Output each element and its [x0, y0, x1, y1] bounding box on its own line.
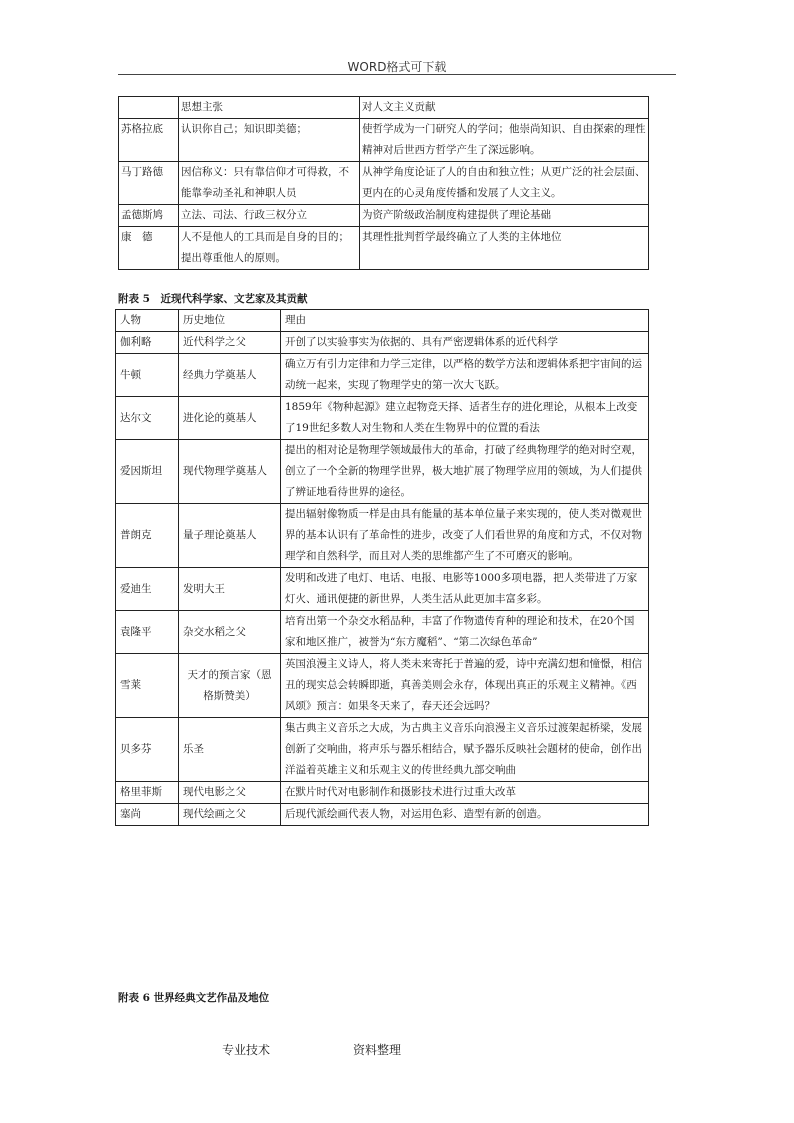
historical-status: 现代物理学奠基人 — [179, 440, 281, 504]
thinker-contribution: 为资产阶级政治制度构建提供了理论基础 — [360, 205, 649, 227]
person-name: 达尔文 — [116, 397, 179, 440]
header-cell — [119, 97, 179, 119]
historical-status: 近代科学之父 — [179, 332, 281, 354]
thinker-idea: 立法、司法、行政三权分立 — [179, 205, 360, 227]
thinker-contribution: 从神学角度论证了人的自由和独立性；从更广泛的社会层面、更内在的心灵角度传播和发展了人文主义。 — [360, 162, 649, 205]
table-row — [119, 162, 649, 205]
thinker-name: 苏格拉底 — [119, 119, 179, 162]
table-row — [116, 504, 649, 568]
person-name: 雪莱 — [116, 654, 179, 718]
footer-text: 资料整理 — [353, 1043, 402, 1057]
page-header: WORD格式可下载 — [347, 60, 447, 74]
reason: 提出辐射像物质一样是由具有能量的基本单位量子来实现的，使人类对微观世界的基本认识有了革命性的进步，改变了人们看世界的角度和方式，不仅对物理学和自然科学，而且对人类的思维都产生了不可磨灭的影响。 — [281, 504, 649, 568]
thinkers-table — [118, 96, 649, 270]
header-divider — [118, 74, 676, 75]
person-name: 塞尚 — [116, 804, 179, 826]
reason: 提出的相对论是物理学领域最伟大的革命，打破了经典物理学的绝对时空观，创立了一个全新的物理学世界，极大地扩展了物理学应用的领域，为人们提供了辨证地看待世界的途径。 — [281, 440, 649, 504]
reason: 英国浪漫主义诗人，将人类未来寄托于普遍的爱，诗中充满幻想和憧憬，相信丑的现实总会转瞬即逝，真善美则会永存，体现出真正的乐观主义精神。《西风颂》预言：如果冬天来了，春天还会远吗？ — [281, 654, 649, 718]
person-name: 伽利略 — [116, 332, 179, 354]
historical-status: 现代电影之父 — [179, 782, 281, 804]
reason: 后现代派绘画代表人物，对运用色彩、造型有新的创造。 — [281, 804, 649, 826]
person-name: 爱因斯坦 — [116, 440, 179, 504]
header-cell: 人物 — [116, 310, 179, 332]
reason: 确立万有引力定律和力学三定律，以严格的数学方法和逻辑体系把宇宙间的运动统一起来，实现了物理学史的第一次大飞跃。 — [281, 354, 649, 397]
table-row — [116, 804, 649, 826]
table-row — [116, 568, 649, 611]
thinker-name: 康 德 — [119, 227, 179, 270]
table-row — [119, 205, 649, 227]
reason: 1859年《物种起源》建立起物竞天择、适者生存的进化理论，从根本上改变了19世纪多数人对生物和人类在生物界中的位置的看法 — [281, 397, 649, 440]
table-caption: 附表 5 近现代科学家、文艺家及其贡献 — [118, 293, 308, 305]
footer-text: 专业技术 — [222, 1043, 271, 1057]
header-cell: 理由 — [281, 310, 649, 332]
thinker-contribution: 其理性批判哲学最终确立了人类的主体地位 — [360, 227, 649, 270]
reason: 开创了以实验事实为依据的、具有严密逻辑体系的近代科学 — [281, 332, 649, 354]
thinker-idea: 因信称义：只有靠信仰才可得救，不能靠拳动圣礼和神职人员 — [179, 162, 360, 205]
reason: 集古典主义音乐之大成，为古典主义音乐向浪漫主义音乐过渡架起桥梁，发展创新了交响曲，将声乐与器乐相结合，赋予器乐反映社会题材的使命，创作出洋溢着英雄主义和乐观主义的传世经典九部交响曲 — [281, 718, 649, 782]
person-name: 牛顿 — [116, 354, 179, 397]
reason: 培育出第一个杂交水稻品种，丰富了作物遗传育种的理论和技术，在20个国家和地区推广，被誉为“东方魔稻”、“第二次绿色革命” — [281, 611, 649, 654]
table-row — [116, 354, 649, 397]
person-name: 袁隆平 — [116, 611, 179, 654]
historical-status: 乐圣 — [179, 718, 281, 782]
header-cell: 对人文主义贡献 — [360, 97, 649, 119]
table-row — [119, 227, 649, 270]
table-row — [116, 332, 649, 354]
table-row — [116, 440, 649, 504]
historical-status: 经典力学奠基人 — [179, 354, 281, 397]
table-row — [119, 119, 649, 162]
header-cell: 思想主张 — [179, 97, 360, 119]
historical-status: 天才的预言家（恩格斯赞美） — [179, 654, 281, 718]
historical-status: 量子理论奠基人 — [179, 504, 281, 568]
thinker-name: 孟德斯鸠 — [119, 205, 179, 227]
historical-status: 进化论的奠基人 — [179, 397, 281, 440]
table-caption: 附表 6 世界经典文艺作品及地位 — [118, 992, 270, 1004]
reason: 在默片时代对电影制作和摄影技术进行过重大改革 — [281, 782, 649, 804]
scientists-artists-table — [115, 309, 649, 826]
table-row — [116, 654, 649, 718]
table-header-row — [119, 97, 649, 119]
thinker-contribution: 使哲学成为一门研究人的学问；他崇尚知识、自由探索的理性精神对后世西方哲学产生了深远影响。 — [360, 119, 649, 162]
thinker-idea: 人不是他人的工具而是自身的目的；提出尊重他人的原则。 — [179, 227, 360, 270]
historical-status: 现代绘画之父 — [179, 804, 281, 826]
person-name: 格里菲斯 — [116, 782, 179, 804]
table-row — [116, 611, 649, 654]
table-row — [116, 718, 649, 782]
reason: 发明和改进了电灯、电话、电报、电影等1000多项电器，把人类带进了万家灯火、通讯便捷的新世界，人类生活从此更加丰富多彩。 — [281, 568, 649, 611]
person-name: 贝多芬 — [116, 718, 179, 782]
thinker-idea: 认识你自己；知识即美德； — [179, 119, 360, 162]
person-name: 爱迪生 — [116, 568, 179, 611]
header-cell: 历史地位 — [179, 310, 281, 332]
historical-status: 发明大王 — [179, 568, 281, 611]
person-name: 普朗克 — [116, 504, 179, 568]
thinker-name: 马丁路德 — [119, 162, 179, 205]
table-header-row — [116, 310, 649, 332]
table-row — [116, 397, 649, 440]
historical-status: 杂交水稻之父 — [179, 611, 281, 654]
table-row — [116, 782, 649, 804]
